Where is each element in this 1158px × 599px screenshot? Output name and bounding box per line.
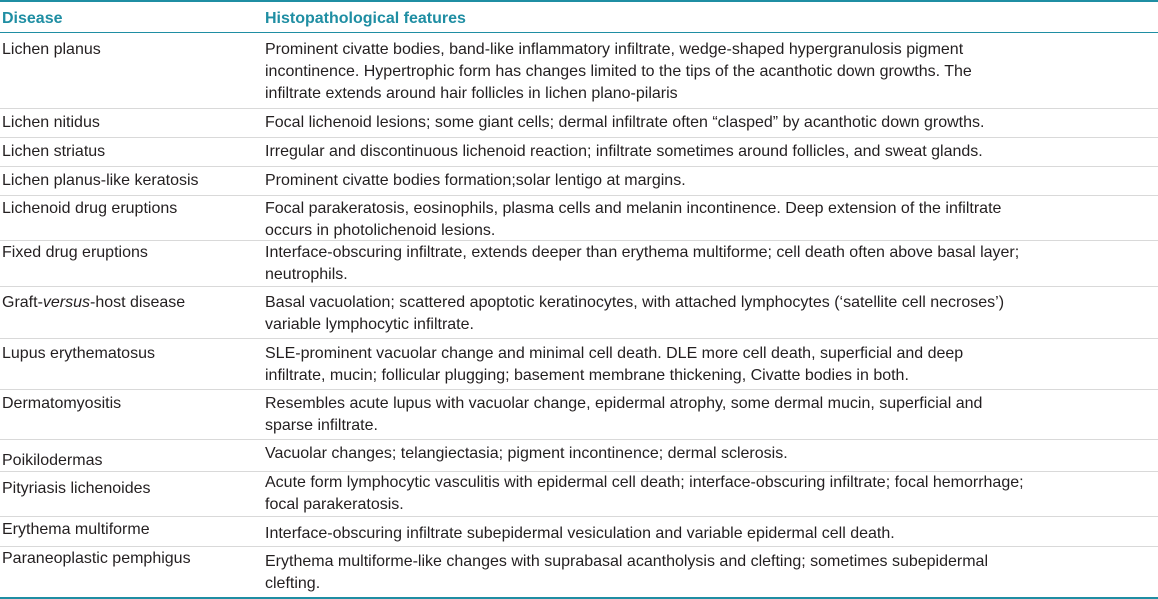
header-rule: [0, 32, 1158, 33]
features-line: infiltrate, mucin; follicular plugging; basement membrane thickening, Civatte bodies in both.: [265, 367, 909, 384]
features-cell: [265, 198, 1155, 242]
row-divider: [0, 286, 1158, 287]
features-line: occurs in photolichenoid lesions.: [265, 222, 496, 239]
features-line: Irregular and discontinuous lichenoid reaction; infiltrate sometimes around follicles, and sweat glands.: [265, 143, 983, 160]
disease-text: Graft-: [2, 294, 43, 311]
features-line: clefting.: [265, 575, 321, 592]
features-line: Basal vacuolation; scattered apoptotic keratinocytes, with attached lymphocytes (‘satellite cell necroses’): [265, 294, 1005, 311]
features-cell: [265, 242, 1155, 286]
features-cell: [265, 141, 1155, 163]
disease-text: -host disease: [90, 294, 186, 311]
header-features: Histopathological features: [265, 10, 466, 27]
features-line: Acute form lymphocytic vasculitis with epidermal cell death; interface-obscuring infiltrate; focal hemorrhage;: [265, 474, 1024, 491]
disease-text-italic: versus: [42, 294, 91, 311]
features-line: Resembles acute lupus with vacuolar change, epidermal atrophy, some dermal mucin, superficial and: [265, 395, 983, 412]
row-divider: [0, 338, 1158, 339]
features-line: SLE-prominent vacuolar change and minimal cell death. DLE more cell death, superficial and deep: [265, 345, 964, 362]
features-line: Vacuolar changes; telangiectasia; pigment incontinence; dermal sclerosis.: [265, 445, 788, 462]
disease-cell: Lichen nitidus: [2, 114, 100, 131]
features-line: Focal lichenoid lesions; some giant cells; dermal infiltrate often “clasped” by acanthotic down growths.: [265, 114, 985, 131]
features-line: variable lymphocytic infiltrate.: [265, 316, 474, 333]
features-line: sparse infiltrate.: [265, 417, 378, 434]
row-divider: [0, 389, 1158, 390]
features-line: Interface-obscuring infiltrate subepidermal vesiculation and variable epidermal cell death.: [265, 525, 895, 542]
disease-cell: Pityriasis lichenoides: [2, 480, 151, 497]
disease-cell: Lichen planus-like keratosis: [2, 172, 199, 189]
row-divider: [0, 546, 1158, 547]
features-cell: [265, 523, 1155, 545]
features-line: focal parakeratosis.: [265, 496, 404, 513]
disease-cell: Lichen striatus: [2, 143, 106, 160]
row-divider: [0, 240, 1158, 241]
features-cell: [265, 443, 1155, 465]
disease-cell: Lupus erythematosus: [2, 345, 155, 362]
features-line: Prominent civatte bodies formation;solar lentigo at margins.: [265, 172, 686, 189]
disease-cell: Fixed drug eruptions: [2, 244, 148, 261]
features-line: Interface-obscuring infiltrate, extends deeper than erythema multiforme; cell death often above basal layer;: [265, 244, 1020, 261]
disease-cell: [2, 292, 257, 314]
features-cell: [265, 343, 1155, 387]
disease-cell: Lichenoid drug eruptions: [2, 200, 178, 217]
features-line: neutrophils.: [265, 266, 348, 283]
features-cell: [265, 393, 1155, 437]
features-cell: [265, 551, 1155, 595]
row-divider: [0, 166, 1158, 167]
disease-cell: Paraneoplastic pemphigus: [2, 550, 191, 567]
features-cell: [265, 39, 1155, 105]
disease-cell: Lichen planus: [2, 41, 101, 58]
features-line: infiltrate extends around hair follicles in lichen plano-pilaris: [265, 85, 678, 102]
features-line: Erythema multiforme-like changes with suprabasal acantholysis and clefting; sometimes subepidermal: [265, 553, 988, 570]
features-line: Prominent civatte bodies, band-like inflammatory infiltrate, wedge-shaped hypergranulosis pigment: [265, 41, 964, 58]
row-divider: [0, 439, 1158, 440]
row-divider: [0, 516, 1158, 517]
table-top-rule: [0, 0, 1158, 2]
features-cell: [265, 472, 1155, 516]
features-line: Focal parakeratosis, eosinophils, plasma cells and melanin incontinence. Deep extension of the infiltrate: [265, 200, 1002, 217]
features-cell: [265, 170, 1155, 192]
disease-cell: Poikilodermas: [2, 452, 103, 469]
features-cell: [265, 292, 1155, 336]
disease-cell: Dermatomyositis: [2, 395, 122, 412]
row-divider: [0, 195, 1158, 196]
header-disease: Disease: [2, 10, 63, 27]
features-cell: [265, 112, 1155, 134]
features-line: incontinence. Hypertrophic form has changes limited to the tips of the acanthotic down growths. The: [265, 63, 972, 80]
disease-cell: Erythema multiforme: [2, 521, 150, 538]
row-divider: [0, 137, 1158, 138]
row-divider: [0, 108, 1158, 109]
